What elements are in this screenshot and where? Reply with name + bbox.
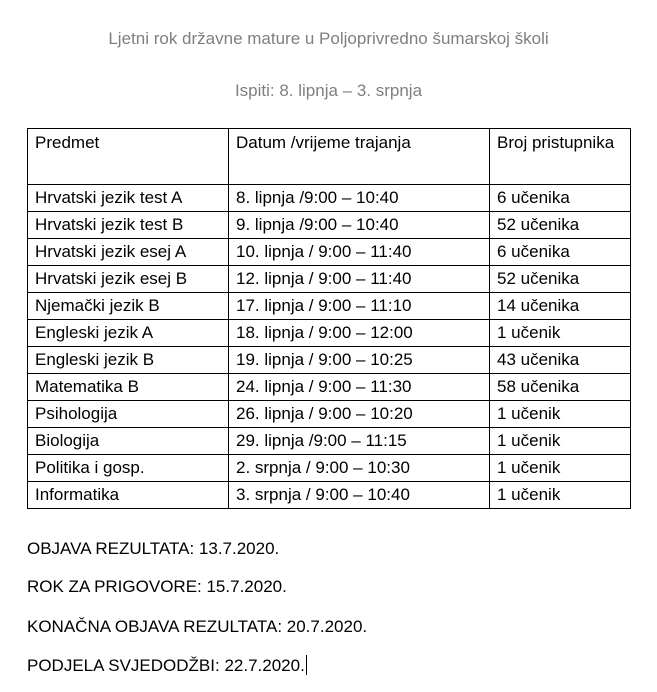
- cell-candidates: 52 učenika: [490, 212, 631, 239]
- cell-subject: Engleski jezik A: [28, 320, 229, 347]
- note-final-results-date: KONAČNA OBJAVA REZULTATA: 20.7.2020.: [27, 617, 368, 636]
- cell-date-time: 12. lipnja / 9:00 – 11:40: [229, 266, 490, 293]
- cell-candidates: 1 učenik: [490, 428, 631, 455]
- cell-date-time: 26. lipnja / 9:00 – 10:20: [229, 401, 490, 428]
- document-title: Ljetni rok državne mature u Poljoprivredno šumarskoj školi: [108, 29, 549, 48]
- cell-subject: Hrvatski jezik esej B: [28, 266, 229, 293]
- table-row: [28, 374, 631, 401]
- cell-date-time: 17. lipnja / 9:00 – 11:10: [229, 293, 490, 320]
- cell-candidates: 52 učenika: [490, 266, 631, 293]
- table-row: [28, 293, 631, 320]
- note-appeals-deadline: ROK ZA PRIGOVORE: 15.7.2020.: [27, 577, 287, 596]
- cell-candidates: 43 učenika: [490, 347, 631, 374]
- note-certificates-date: [27, 655, 307, 676]
- table-row: [28, 482, 631, 509]
- cell-subject: Biologija: [28, 428, 229, 455]
- table-row: [28, 401, 631, 428]
- cell-date-time: 3. srpnja / 9:00 – 10:40: [229, 482, 490, 509]
- cell-date-time: 18. lipnja / 9:00 – 12:00: [229, 320, 490, 347]
- document-subtitle: Ispiti: 8. lipnja – 3. srpnja: [234, 81, 423, 100]
- table-row: [28, 347, 631, 374]
- cell-subject: Politika i gosp.: [28, 455, 229, 482]
- cell-subject: Informatika: [28, 482, 229, 509]
- table-row: [28, 428, 631, 455]
- cell-date-time: 8. lipnja /9:00 – 10:40: [229, 185, 490, 212]
- table-row: [28, 212, 631, 239]
- table-row: [28, 320, 631, 347]
- cell-date-time: 24. lipnja / 9:00 – 11:30: [229, 374, 490, 401]
- cell-candidates: 1 učenik: [490, 482, 631, 509]
- cell-candidates: 6 učenika: [490, 239, 631, 266]
- cell-date-time: 19. lipnja / 9:00 – 10:25: [229, 347, 490, 374]
- cell-candidates: 6 učenika: [490, 185, 631, 212]
- table-row: [28, 455, 631, 482]
- cell-date-time: 9. lipnja /9:00 – 10:40: [229, 212, 490, 239]
- table-row: [28, 239, 631, 266]
- cell-date-time: 2. srpnja / 9:00 – 10:30: [229, 455, 490, 482]
- header-date-time: Datum /vrijeme trajanja: [229, 129, 490, 185]
- text-cursor: [306, 655, 307, 675]
- cell-subject: Engleski jezik B: [28, 347, 229, 374]
- cell-candidates: 1 učenik: [490, 455, 631, 482]
- header-subject: Predmet: [28, 129, 229, 185]
- cell-subject: Hrvatski jezik test A: [28, 185, 229, 212]
- cell-subject: Njemački jezik B: [28, 293, 229, 320]
- cell-subject: Hrvatski jezik test B: [28, 212, 229, 239]
- cell-candidates: 1 učenik: [490, 401, 631, 428]
- table-row: [28, 266, 631, 293]
- cell-candidates: 1 učenik: [490, 320, 631, 347]
- table-header-row: [28, 129, 631, 185]
- cell-date-time: 10. lipnja / 9:00 – 11:40: [229, 239, 490, 266]
- table-row: [28, 185, 631, 212]
- exam-schedule-table: [27, 128, 631, 509]
- cell-subject: Psihologija: [28, 401, 229, 428]
- cell-subject: Hrvatski jezik esej A: [28, 239, 229, 266]
- note-results-date: OBJAVA REZULTATA: 13.7.2020.: [27, 539, 280, 558]
- cell-date-time: 29. lipnja /9:00 – 11:15: [229, 428, 490, 455]
- note-certificates-text: PODJELA SVJEDODŽBI: 22.7.2020.: [27, 656, 305, 675]
- cell-candidates: 14 učenika: [490, 293, 631, 320]
- header-candidates: Broj pristupnika: [490, 129, 631, 185]
- cell-subject: Matematika B: [28, 374, 229, 401]
- cell-candidates: 58 učenika: [490, 374, 631, 401]
